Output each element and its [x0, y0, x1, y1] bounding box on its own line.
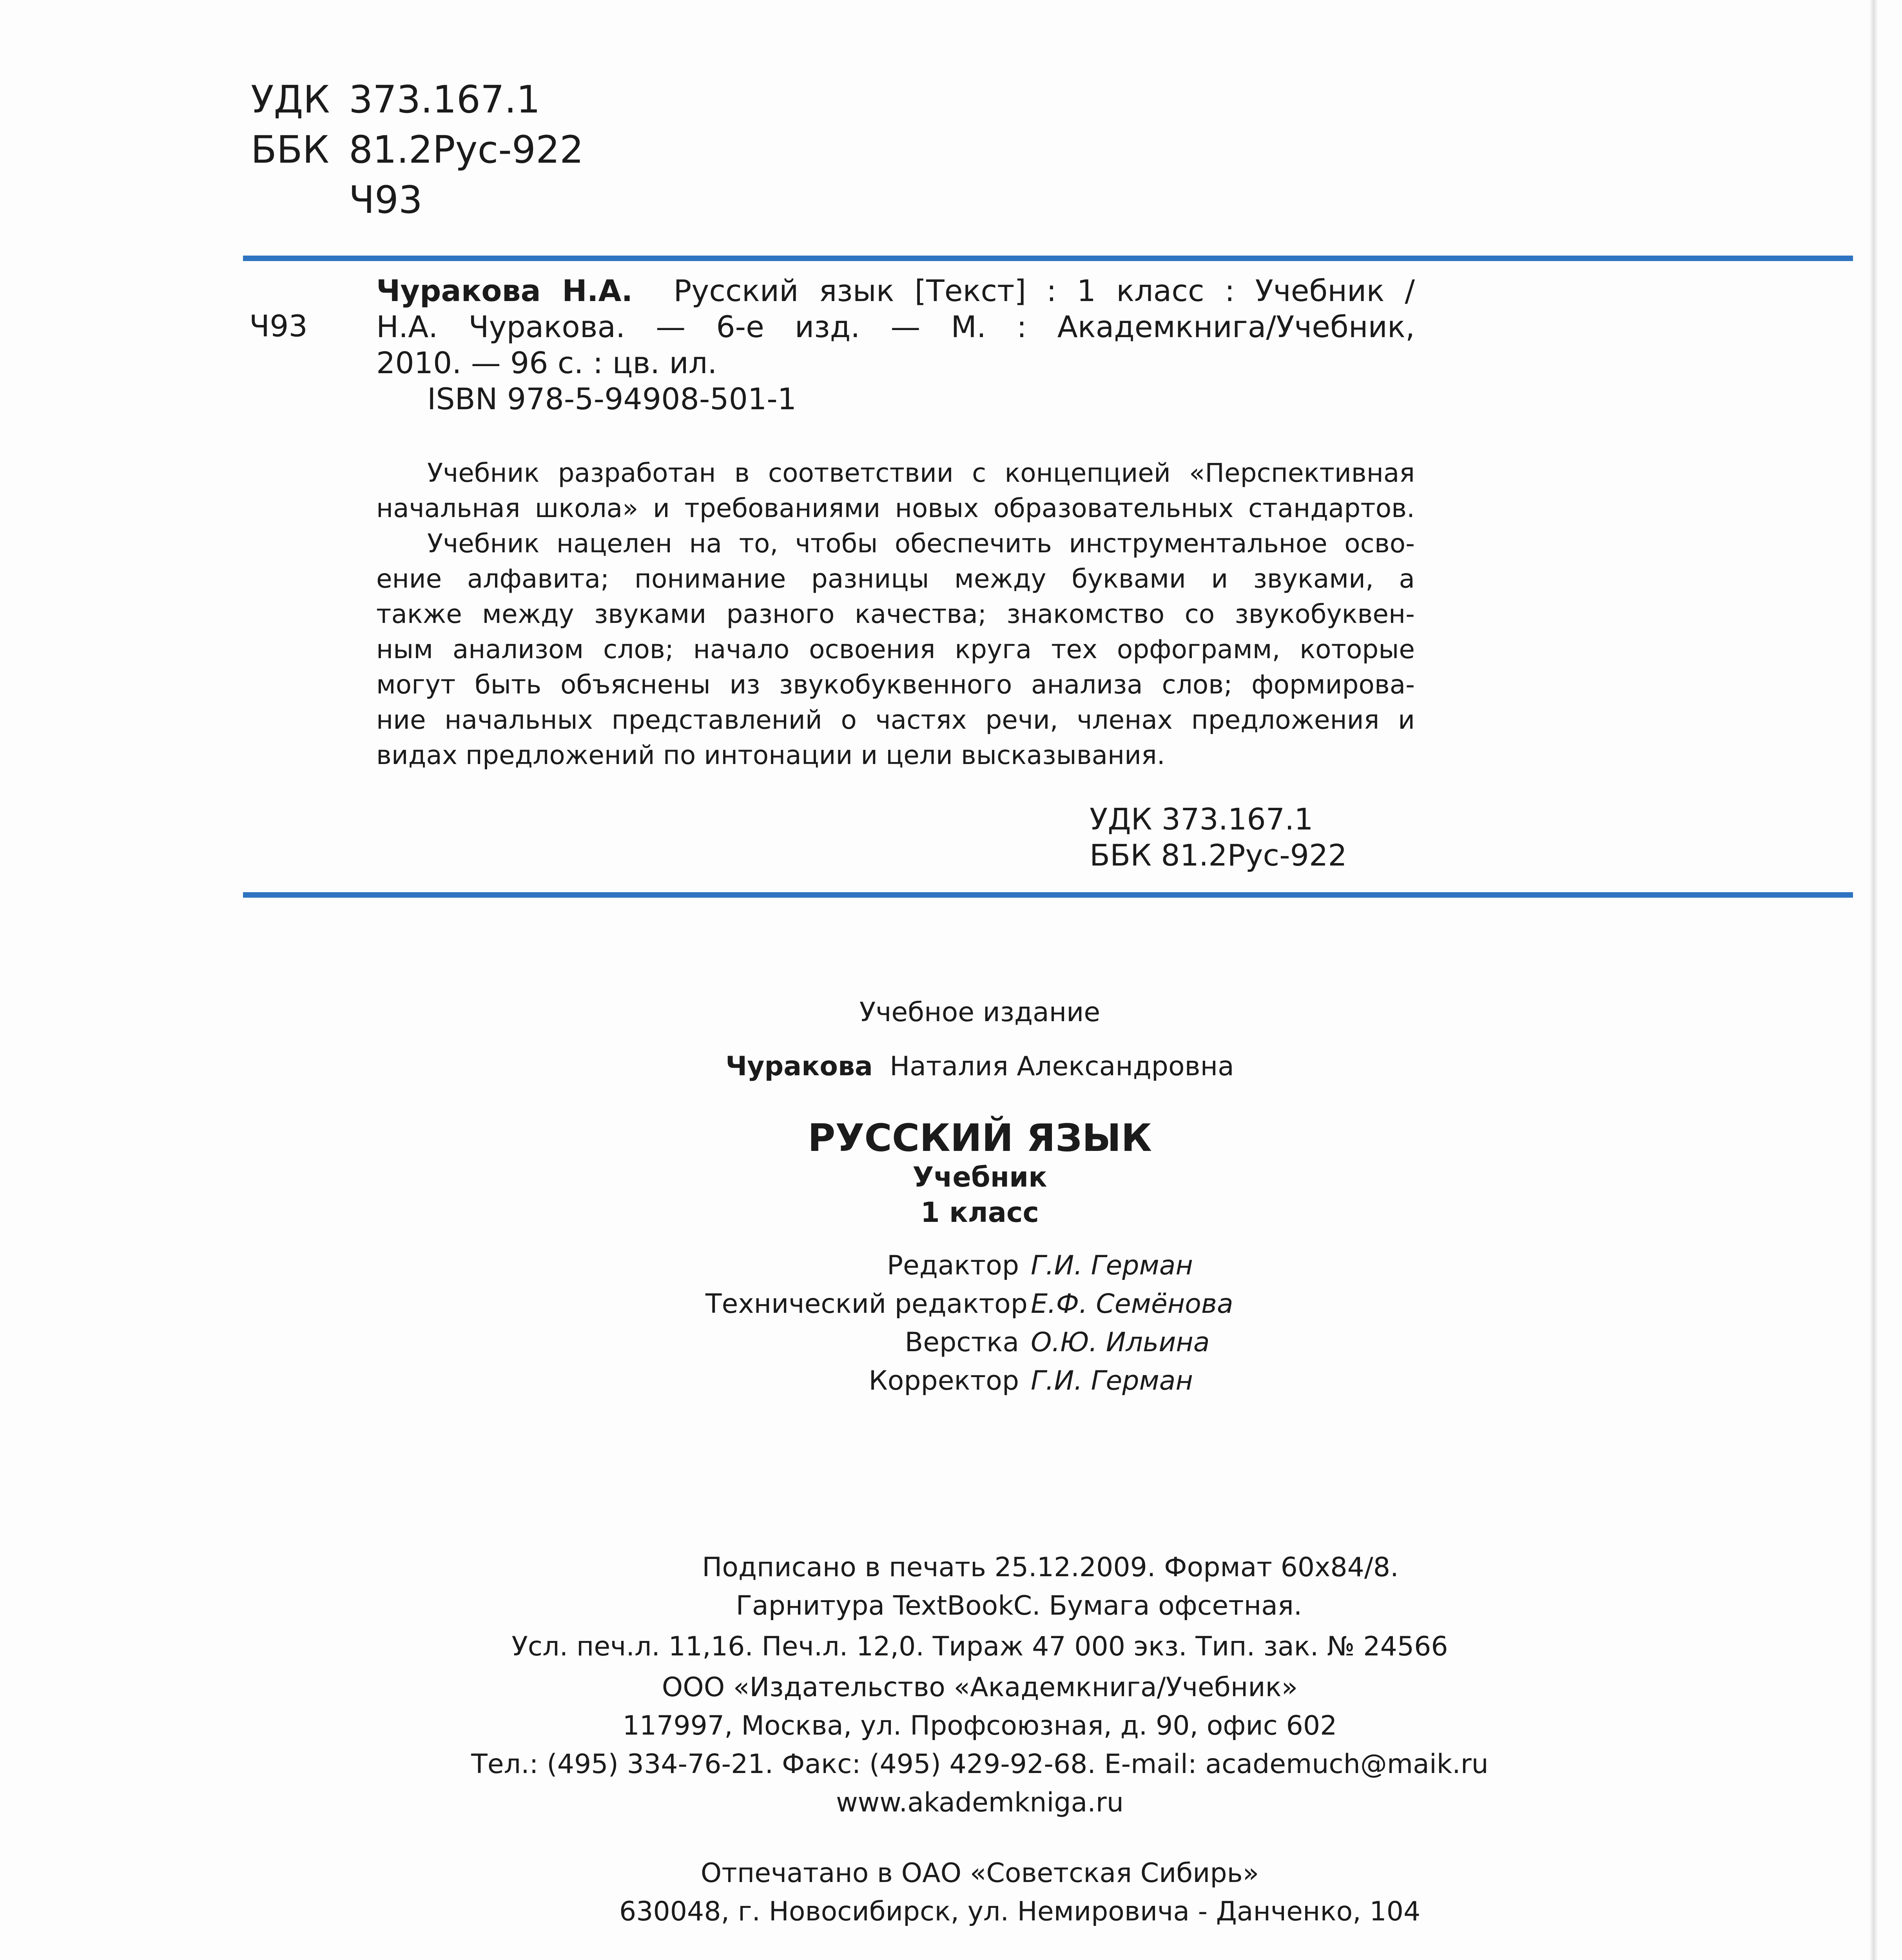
book-grade: 1 класс	[920, 1196, 1039, 1229]
staff-role: Корректор	[869, 1365, 1019, 1396]
catalog-card	[376, 273, 1415, 417]
staff-role: Технический редактор	[705, 1289, 1028, 1319]
imprint-author	[627, 1047, 1333, 1086]
imprint-author-surname: Чуракова	[725, 1051, 873, 1082]
book-title: РУССКИЙ ЯЗЫК	[808, 1116, 1152, 1160]
udk-value: 373.167.1	[349, 78, 540, 122]
abstract-line: начальная школа» и требованиями новых образовательных стандартов.	[376, 493, 1415, 523]
catalog-author: Чуракова Н.А.	[376, 273, 633, 308]
bbk-label: ББК	[251, 128, 329, 172]
catalog-line-3: 2010. — 96 с. : цв. ил.	[376, 345, 717, 380]
abstract-line: могут быть объяснены из звукобуквенного анализа слов; формирова-	[376, 670, 1415, 700]
abstract-line: ение алфавита; понимание разницы между буквами и звуками, а	[376, 564, 1415, 594]
printer-info	[588, 1854, 1421, 1931]
abstract-line: видах предложений по интонации и цели высказывания.	[376, 740, 1165, 770]
print-line-3: Усл. печ.л. 11,16. Печ.л. 12,0. Тираж 47 000 экз. Тип. зак. № 24566	[511, 1631, 1448, 1662]
print-line-2: Гарнитура TextBookC. Бумага офсетная.	[736, 1590, 1302, 1621]
staff-name: О.Ю. Ильина	[1031, 1327, 1210, 1358]
abstract-line: также между звуками разного качества; знакомство со звукобуквен-	[376, 599, 1415, 629]
staff-role: Редактор	[887, 1250, 1019, 1281]
catalog-card-mark: Ч93	[249, 309, 308, 343]
print-line-1: Подписано в печать 25.12.2009. Формат 60х84/8.	[702, 1552, 1399, 1583]
bbk-value: 81.2Рус-922	[349, 128, 584, 172]
abstract-line: Учебник разработан в соответствии с концепцией «Перспективная	[427, 458, 1415, 488]
staff-row	[705, 1362, 1333, 1400]
staff-name: Г.И. Герман	[1031, 1365, 1193, 1396]
bottom-blue-rule	[243, 892, 1853, 898]
publisher-name: ООО «Издательство «Академкнига/Учебник»	[662, 1672, 1298, 1703]
catalog-line-2: Н.А. Чуракова. — 6-е изд. — М. : Академкнига/Учебник,	[376, 309, 1415, 344]
printer-line-1: Отпечатано в ОАО «Советская Сибирь»	[700, 1858, 1259, 1889]
staff-name: Е.Ф. Семёнова	[1031, 1289, 1233, 1319]
catalog-udk-bbk	[1090, 801, 1347, 873]
print-info	[431, 1548, 1528, 1822]
author-mark: Ч93	[349, 178, 422, 222]
catalog-line-1	[376, 273, 1415, 309]
staff-row	[705, 1285, 1333, 1323]
scan-edge-line	[1869, 0, 1878, 1960]
top-blue-rule	[243, 256, 1853, 261]
catalog-udk: УДК 373.167.1	[1090, 802, 1313, 837]
staff-role: Верстка	[905, 1327, 1019, 1358]
abstract-line: ние начальных представлений о частях речи, членах предложения и	[376, 705, 1415, 735]
staff-list	[705, 1247, 1333, 1400]
catalog-isbn: ISBN 978-5-94908-501-1	[427, 381, 797, 416]
staff-row	[705, 1323, 1333, 1362]
udk-label: УДК	[251, 78, 330, 122]
abstract-line: Учебник нацелен на то, чтобы обеспечить инструментальное осво-	[427, 528, 1415, 559]
abstract-line: ным анализом слов; начало освоения круга тех орфограмм, которые	[376, 634, 1415, 664]
imprint-author-given: Наталия Александровна	[890, 1051, 1234, 1082]
publisher-contacts: Тел.: (495) 334-76-21. Факс: (495) 429-92-68. E-mail: academuch@maik.ru	[471, 1749, 1489, 1780]
book-kind: Учебник	[912, 1161, 1047, 1193]
staff-row	[705, 1247, 1333, 1285]
staff-name: Г.И. Герман	[1031, 1250, 1193, 1281]
catalog-bbk: ББК 81.2Рус-922	[1090, 838, 1347, 873]
top-udk-block	[251, 74, 584, 225]
catalog-title: Русский язык [Текст] : 1 класс : Учебник /	[673, 273, 1415, 308]
printer-line-2: 630048, г. Новосибирск, ул. Немировича - Данченко, 104	[619, 1896, 1421, 1927]
publisher-address: 117997, Москва, ул. Профсоюзная, д. 90, офис 602	[622, 1710, 1337, 1741]
catalog-abstract	[376, 456, 1415, 773]
edition-type: Учебное издание	[859, 997, 1101, 1028]
publisher-website: www.akademkniga.ru	[836, 1787, 1124, 1818]
